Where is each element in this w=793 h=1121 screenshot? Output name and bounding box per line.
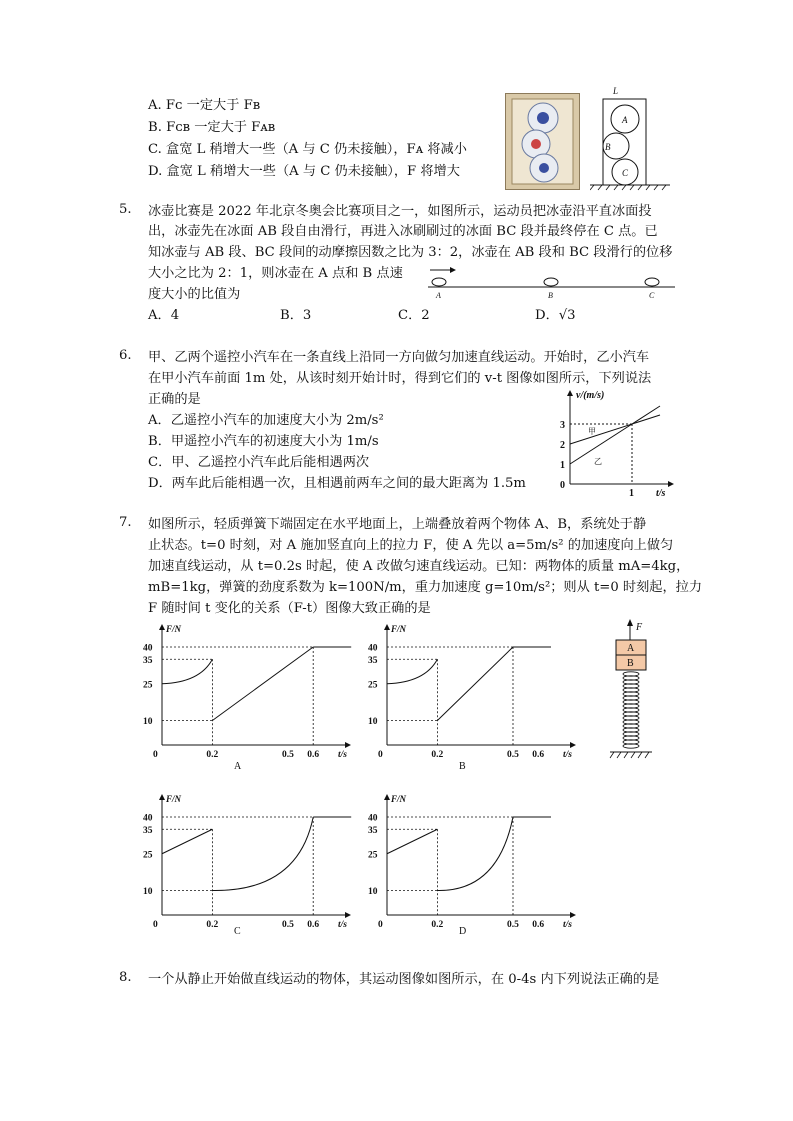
ytick-label: 35 xyxy=(368,655,378,666)
xtick-label: 0.6 xyxy=(532,750,545,760)
q7-block-b: B xyxy=(627,658,634,669)
q5-number: 5. xyxy=(119,202,132,217)
xtick-label: 0.2 xyxy=(206,750,219,760)
ytick-label: 40 xyxy=(143,813,153,824)
q6-line-3: 正确的是 xyxy=(148,392,201,407)
q7-number: 7. xyxy=(119,515,132,530)
q5-track-figure xyxy=(425,262,680,302)
segment-1 xyxy=(162,659,212,684)
xtick-label: 0.5 xyxy=(507,750,519,760)
ytick-label: 25 xyxy=(368,850,378,861)
y-axis-label: F/N xyxy=(166,624,182,634)
xtick-label: 0.5 xyxy=(282,920,294,930)
q6-xtick-1: 1 xyxy=(629,488,634,499)
y-axis-label: F/N xyxy=(391,794,407,804)
q6-vt-graph xyxy=(548,388,678,500)
q6-option-d: D．两车此后能相遇一次，且相遇前两车之间的最大距离为 1.5m xyxy=(148,476,526,491)
ytick-label: 10 xyxy=(368,887,378,897)
q5-line-4: 大小之比为 2：1，则冰壶在 A 点和 B 点速 xyxy=(148,266,403,281)
y-axis-arrow xyxy=(159,624,165,630)
ytick-label: 10 xyxy=(143,717,153,727)
q4-photo-image xyxy=(506,94,579,189)
q5-option-d: D．√3 xyxy=(535,308,576,323)
q6-ytick-2: 2 xyxy=(560,440,565,451)
q5-line-1: 冰壶比赛是 2022 年北京冬奥会比赛项目之一，如图所示，运动员把冰壶沿平直冰面投 xyxy=(148,204,652,219)
graph-option-label: C xyxy=(234,926,241,937)
xtick-label: 0.2 xyxy=(431,920,444,930)
q6-origin: 0 xyxy=(560,480,565,491)
xtick-label: 0.5 xyxy=(507,920,519,930)
ytick-label: 25 xyxy=(368,680,378,691)
q6-line-1: 甲、乙两个遥控小汽车在一条直线上沿同一方向做匀加速直线运动。开始时，乙小汽车 xyxy=(148,350,650,365)
q5-line-2: 出，冰壶先在冰面 AB 段自由滑行，再进入冰刷刷过的冰面 BC 段并最终停在 C 点。已 xyxy=(148,224,658,239)
q5-line-3: 知冰壶与 AB 段、BC 段间的动摩擦因数之比为 3：2，冰壶在 AB 段和 BC 段滑行的位移 xyxy=(148,245,673,260)
origin-label: 0 xyxy=(153,750,158,760)
q4-option-b: B. Fᴄʙ 一定大于 Fᴀʙ xyxy=(148,120,276,135)
q7-spring-figure xyxy=(600,618,665,763)
q7-spring-coils xyxy=(623,672,639,748)
ytick-label: 40 xyxy=(368,813,378,824)
q6-option-a: A．乙遥控小汽车的加速度大小为 2m/s² xyxy=(148,413,384,428)
ytick-label: 35 xyxy=(143,655,153,666)
q6-option-c: C．甲、乙遥控小汽车此后能相遇两次 xyxy=(148,455,370,470)
q4-option-c: C. 盒宽 L 稍增大一些（A 与 C 仍未接触），Fᴀ 将减小 xyxy=(148,142,467,157)
ytick-label: 40 xyxy=(368,643,378,654)
q5-option-b: B．3 xyxy=(280,308,312,323)
q7-graph-d xyxy=(365,790,585,940)
q7-line-2: 止状态。t=0 时刻，对 A 施加竖直向上的拉力 F，使 A 先以 a=5m/s² 的加速度向上做匀 xyxy=(148,538,674,553)
origin-label: 0 xyxy=(378,750,383,760)
segment-1 xyxy=(162,829,212,854)
y-axis-arrow xyxy=(384,794,390,800)
ytick-label: 40 xyxy=(143,643,153,654)
q4-option-a: A. Fᴄ 一定大于 Fʙ xyxy=(148,98,261,113)
x-axis-label: t/s xyxy=(338,750,347,760)
ytick-label: 35 xyxy=(143,825,153,836)
segment-2 xyxy=(212,817,313,891)
x-axis-label: t/s xyxy=(563,920,572,930)
q6-line-2: 在甲小汽车前面 1m 处，从该时刻开始计时，得到它们的 v-t 图像如图所示，下列说法 xyxy=(148,371,652,386)
q8-number: 8. xyxy=(119,970,132,985)
ytick-label: 35 xyxy=(368,825,378,836)
q7-block-a: A xyxy=(627,643,635,654)
y-axis-arrow xyxy=(384,624,390,630)
origin-label: 0 xyxy=(153,920,158,930)
y-axis-arrow xyxy=(159,794,165,800)
q7-line-3: 加速直线运动，从 t=0.2s 时起，使 A 改做匀速直线运动。已知：两物体的质量 mA=4kg， xyxy=(148,559,690,574)
xtick-label: 0.6 xyxy=(307,750,320,760)
xtick-label: 0.6 xyxy=(307,920,320,930)
x-axis-arrow xyxy=(570,912,576,918)
q7-force-label: F xyxy=(636,622,643,633)
graph-option-label: A xyxy=(234,761,242,772)
segment-1 xyxy=(387,659,437,684)
q7-graph-c xyxy=(140,790,360,940)
q4-label-l: L xyxy=(613,86,619,96)
q7-line-1: 如图所示，轻质弹簧下端固定在水平地面上，上端叠放着两个物体 A、B，系统处于静 xyxy=(148,517,647,532)
q7-line-4: mB=1kg，弹簧的劲度系数为 k=100N/m，重力加速度 g=10m/s²；则从 t=0 时刻起，拉力 xyxy=(148,580,703,595)
q5-point-a: A xyxy=(436,291,441,300)
x-axis-arrow xyxy=(345,912,351,918)
q4-label-b: B xyxy=(605,142,611,152)
ytick-label: 25 xyxy=(143,680,153,691)
segment-2 xyxy=(437,817,513,891)
graph-option-label: D xyxy=(459,926,467,937)
y-axis-label: F/N xyxy=(391,624,407,634)
x-axis-label: t/s xyxy=(563,750,572,760)
q6-option-b: B．甲遥控小汽车的初速度大小为 1m/s xyxy=(148,434,379,449)
y-axis-label: F/N xyxy=(166,794,182,804)
q5-point-b: B xyxy=(548,291,553,300)
q4-option-d: D. 盒宽 L 稍增大一些（A 与 C 仍未接触），F 将增大 xyxy=(148,164,460,179)
q5-point-c: C xyxy=(649,291,655,300)
segment-2 xyxy=(437,647,513,721)
q7-graph-a xyxy=(140,620,360,775)
q4-label-c: C xyxy=(622,168,629,178)
x-axis-label: t/s xyxy=(338,920,347,930)
xtick-label: 0.6 xyxy=(532,920,545,930)
xtick-label: 0.2 xyxy=(431,750,444,760)
q4-diagram xyxy=(590,84,690,194)
q6-number: 6. xyxy=(119,348,132,363)
q6-ylabel: v/(m/s) xyxy=(576,390,605,401)
segment-1 xyxy=(387,829,437,854)
q8-line-1: 一个从静止开始做直线运动的物体，其运动图像如图所示，在 0-4s 内下列说法正确的是 xyxy=(148,972,660,987)
q7-line-5: F 随时间 t 变化的关系（F-t）图像大致正确的是 xyxy=(148,601,431,616)
q5-option-c: C．2 xyxy=(398,308,430,323)
q6-line-label-jia: 甲 xyxy=(588,427,596,436)
ytick-label: 25 xyxy=(143,850,153,861)
ytick-label: 10 xyxy=(143,887,153,897)
q4-photo xyxy=(505,93,580,190)
xtick-label: 0.2 xyxy=(206,920,219,930)
q4-label-a: A xyxy=(622,115,628,125)
q6-line-label-yi: 乙 xyxy=(594,457,602,466)
q6-xlabel: t/s xyxy=(656,488,666,499)
graph-option-label: B xyxy=(459,761,466,772)
q7-graph-b xyxy=(365,620,585,775)
x-axis-arrow xyxy=(570,742,576,748)
ytick-label: 10 xyxy=(368,717,378,727)
q6-ytick-3: 3 xyxy=(560,420,565,431)
origin-label: 0 xyxy=(378,920,383,930)
segment-2 xyxy=(212,647,313,721)
q6-ytick-1: 1 xyxy=(560,460,565,471)
xtick-label: 0.5 xyxy=(282,750,294,760)
q5-option-a: A．4 xyxy=(148,308,180,323)
q5-line-5: 度大小的比值为 xyxy=(148,287,241,302)
x-axis-arrow xyxy=(345,742,351,748)
